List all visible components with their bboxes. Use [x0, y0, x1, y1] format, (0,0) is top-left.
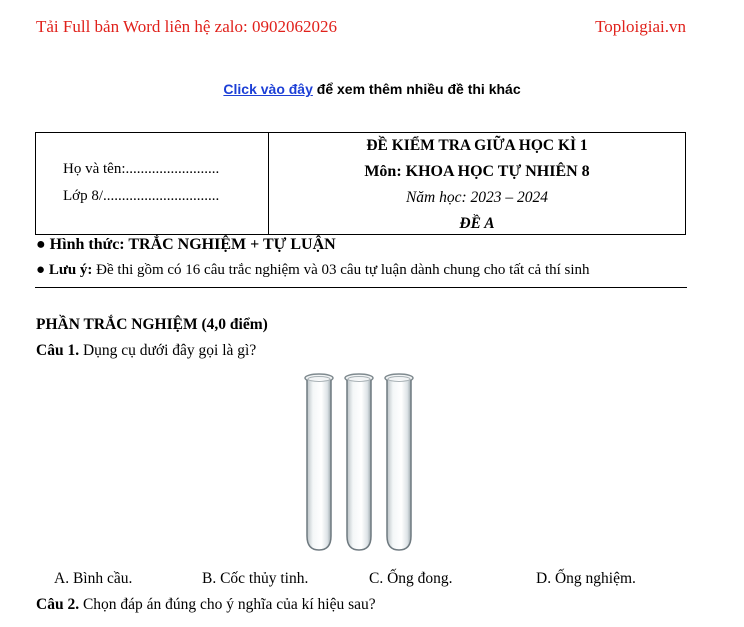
exam-note-value: Đề thi gồm có 16 câu trắc nghiệm và 03 câu tự luận dành chung cho tất cả thí sinh	[92, 262, 590, 278]
exam-format-label: Hình thức:	[49, 236, 125, 253]
more-exams-line	[0, 81, 744, 97]
exam-variant: ĐỀ A	[459, 215, 495, 232]
test-tube-icon	[305, 374, 333, 550]
exam-format-line	[36, 236, 336, 254]
student-name-field: Họ và tên:.........................	[63, 161, 220, 177]
exam-header-table	[35, 132, 686, 235]
exam-info-cell	[269, 133, 685, 234]
exam-format-value: TRẮC NGHIỆM + TỰ LUẬN	[124, 236, 336, 253]
test-tube-icon	[385, 374, 413, 550]
question-number: Câu 2.	[36, 596, 80, 613]
option-d: D. Ống nghiệm.	[536, 570, 636, 587]
school-year: Năm học: 2023 – 2024	[405, 189, 549, 206]
exam-title: ĐỀ KIỂM TRA GIỮA HỌC KÌ 1	[366, 137, 588, 154]
student-class-field: Lớp 8/...............................	[63, 188, 220, 204]
divider	[35, 287, 687, 288]
test-tube-icon	[345, 374, 373, 550]
question-2	[36, 596, 376, 614]
question-number: Câu 1.	[36, 342, 80, 359]
section-title: PHẦN TRẮC NGHIỆM (4,0 điểm)	[36, 316, 268, 333]
question-text: Chọn đáp án đúng cho ý nghĩa của kí hiệu sau?	[79, 596, 376, 613]
promo-zalo-text: Tải Full bản Word liên hệ zalo: 0902062026	[36, 17, 337, 36]
exam-note-label: Lưu ý:	[48, 262, 93, 278]
exam-subject: Môn: KHOA HỌC TỰ NHIÊN 8	[364, 163, 590, 180]
option-a: A. Bình cầu.	[54, 570, 133, 587]
student-info-cell	[36, 133, 269, 234]
exam-note-line	[36, 262, 590, 279]
more-exams-text: để xem thêm nhiều đề thi khác	[312, 81, 521, 97]
promo-site-text: Toploigiai.vn	[595, 17, 686, 36]
bullet-icon: ●	[36, 236, 46, 253]
option-c: C. Ống đong.	[369, 570, 453, 587]
click-here-link[interactable]: Click vào đây	[223, 81, 313, 97]
bullet-icon: ●	[36, 262, 46, 278]
option-b: B. Cốc thủy tinh.	[202, 570, 309, 587]
question-text: Dụng cụ dưới đây gọi là gì?	[79, 342, 257, 359]
question-1	[36, 342, 256, 360]
test-tubes-image	[300, 372, 420, 554]
